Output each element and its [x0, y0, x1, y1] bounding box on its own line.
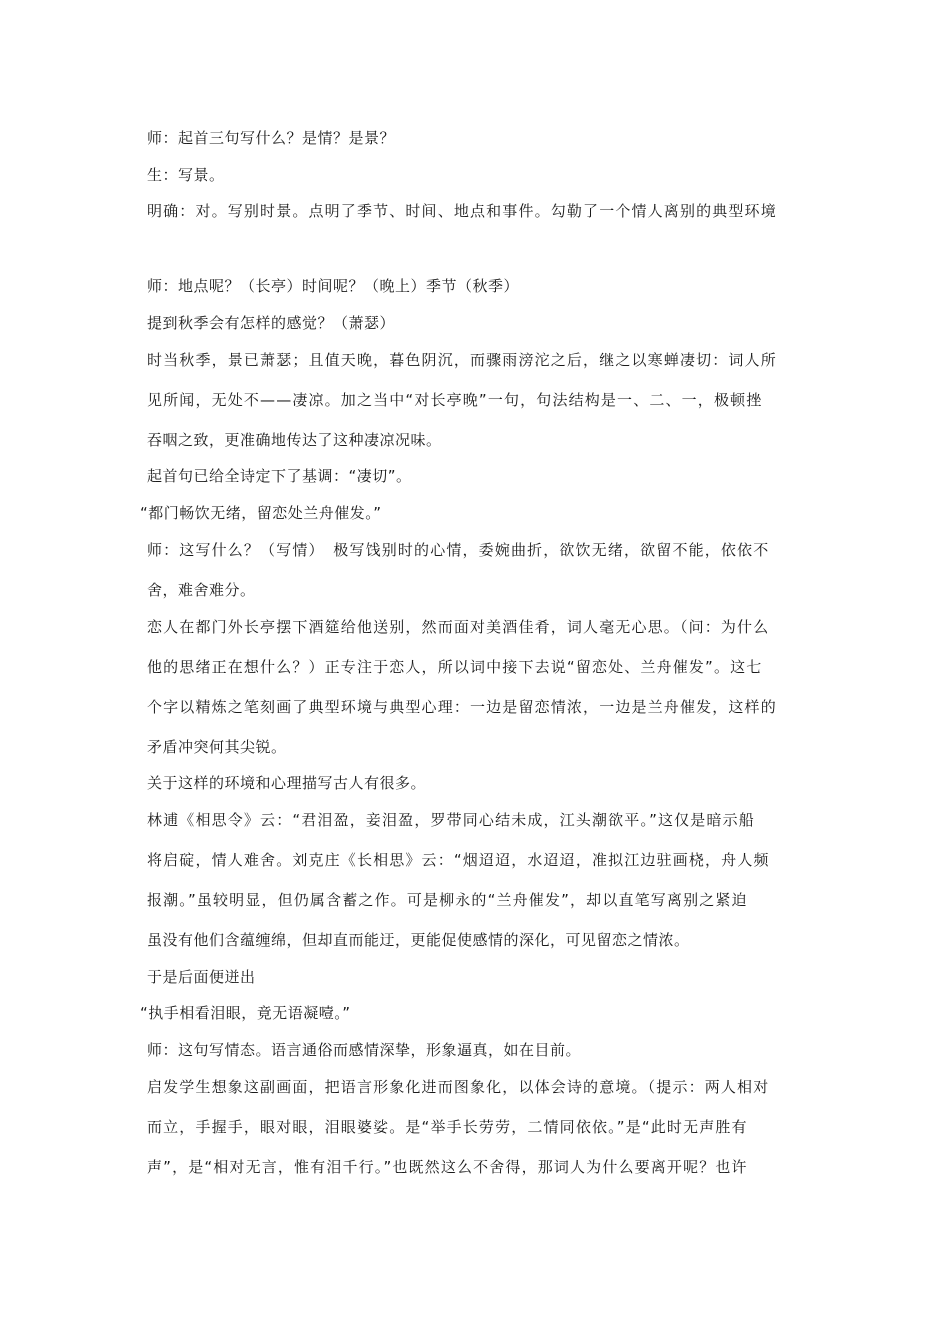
text-line: 他的思绪正在想什么？）正专注于恋人，所以词中接下去说“留恋处、兰舟催发”。这七: [147, 658, 763, 676]
text-line: 生：写景。: [147, 166, 225, 184]
text-line: 关于这样的环境和心理描写古人有很多。: [147, 774, 427, 792]
text-line: 矛盾冲突何其尖锐。: [147, 738, 287, 756]
text-line: 吞咽之致，更准确地传达了这种凄凉况味。: [147, 431, 442, 449]
text-line: 个字以精炼之笔刻画了典型环境与典型心理：一边是留恋情浓，一边是兰舟催发，这样的: [147, 698, 777, 716]
text-line: 恋人在都门外长亭摆下酒筵给他送别，然而面对美酒佳肴，词人毫无心思。（问：为什么: [147, 618, 770, 636]
text-line: 起首句已给全诗定下了基调：“凄切”。: [147, 467, 412, 485]
text-line: 明确：对。写别时景。点明了季节、时间、地点和事件。勾勒了一个情人离别的典型环境: [147, 202, 777, 220]
text-line: 师：地点呢？（长亭）时间呢？（晚上）季节（秋季）: [147, 277, 520, 295]
text-line: 时当秋季，景已萧瑟；且值天晚，暮色阴沉，而骤雨滂沱之后，继之以寒蝉凄切：词人所: [147, 351, 777, 369]
text-line: 将启碇，情人难舍。刘克庄《长相思》云：“烟迢迢，水迢迢，准拟江边驻画桡，舟人频: [147, 851, 770, 869]
text-line: 舍，难舍难分。: [147, 581, 256, 599]
text-line: 声”，是“相对无言，惟有泪千行。”也既然这么不舍得，那词人为什么要离开呢？也许: [147, 1158, 748, 1176]
text-line: 林逋《相思令》云：“君泪盈，妾泪盈，罗带同心结未成，江头潮欲平。”这仅是暗示船: [147, 811, 755, 829]
text-line: 于是后面便迸出: [147, 968, 256, 986]
text-line: 师：起首三句写什么？是情？是景？: [147, 129, 396, 147]
text-line: 见所闻，无处不——凄凉。加之当中“对长亭晚”一句，句法结构是一、二、一，极顿挫: [147, 391, 763, 409]
text-line: 报潮。”虽较明显，但仍属含蓄之作。可是柳永的“兰舟催发”，却以直笔写离别之紧迫: [147, 891, 748, 909]
text-line: 启发学生想象这副画面，把语言形象化进而图象化，以体会诗的意境。（提示：两人相对: [147, 1078, 770, 1096]
text-line: 师：这句写情态。语言通俗而感情深挚，形象逼真，如在目前。: [147, 1041, 582, 1059]
text-line: 而立，手握手，眼对眼，泪眼婆娑。是“举手长劳劳，二情同依依。”是“此时无声胜有: [147, 1118, 748, 1136]
quoted-verse: “执手相看泪眼，竟无语凝噎。”: [140, 1004, 351, 1022]
text-line: 提到秋季会有怎样的感觉？（萧瑟）: [147, 314, 396, 332]
quoted-verse: “都门畅饮无绪，留恋处兰舟催发。”: [140, 504, 382, 522]
text-line: 虽没有他们含蕴缠绵，但却直而能迂，更能促使感情的深化，可见留恋之情浓。: [147, 931, 690, 949]
text-line: 师：这写什么？（写情） 极写饯别时的心情，委婉曲折，欲饮无绪，欲留不能，依依不: [147, 541, 770, 559]
